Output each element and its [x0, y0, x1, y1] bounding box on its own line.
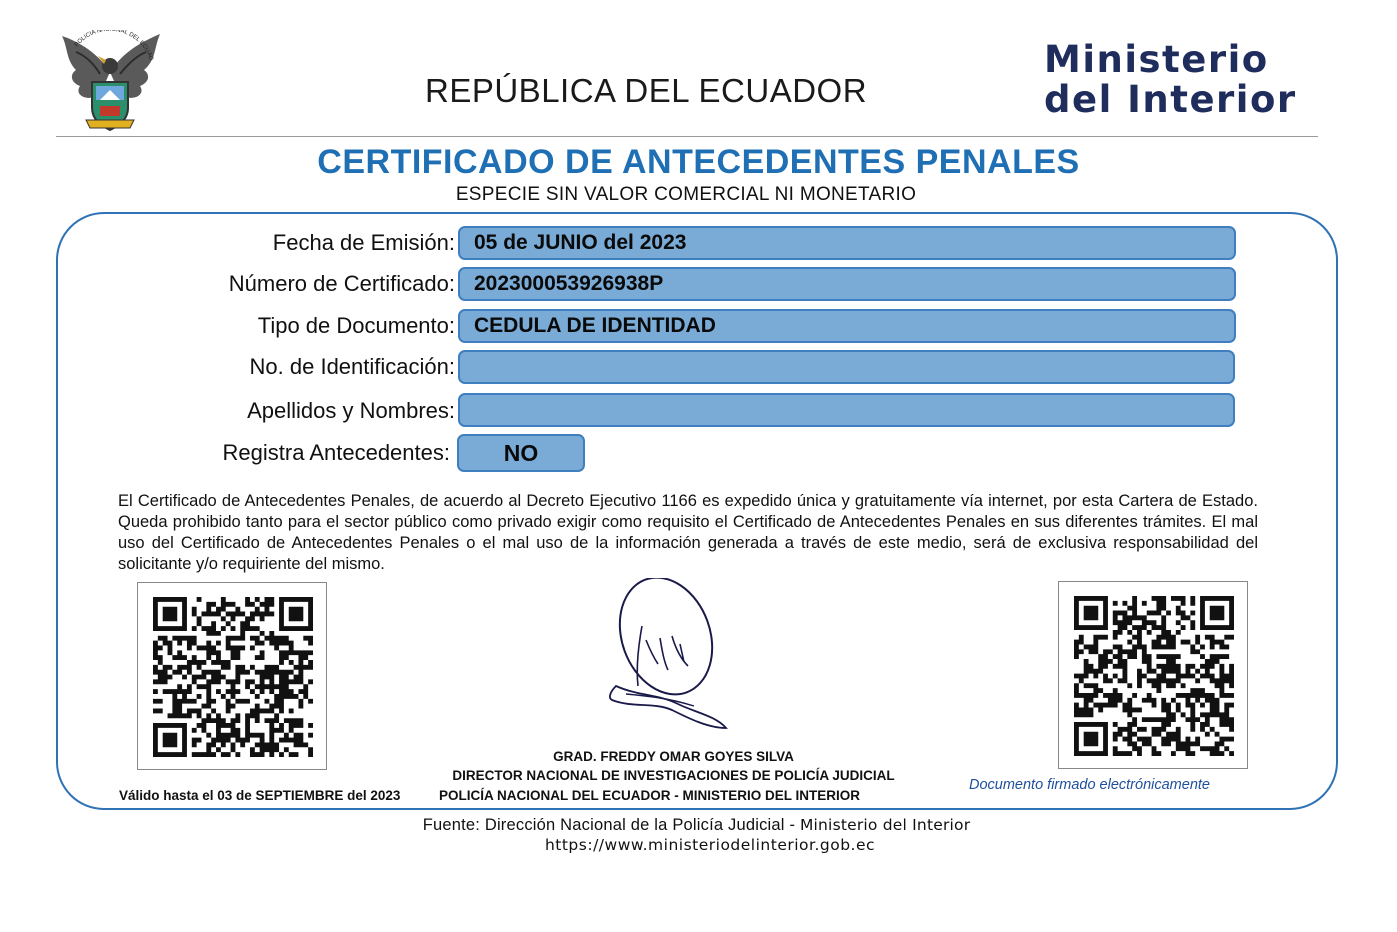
electronic-signature-note: Documento firmado electrónicamente — [969, 777, 1210, 793]
fecha-label: Fecha de Emisión: — [272, 230, 455, 255]
nombres-field — [458, 393, 1235, 427]
nombres-label: Apellidos y Nombres: — [247, 398, 455, 423]
header-divider — [56, 136, 1318, 137]
qr-code-icon — [152, 597, 314, 757]
tipo-field: CEDULA DE IDENTIDAD — [458, 309, 1236, 343]
emblem-text: POLICIA NA NAL DEL ECUAD — [73, 30, 155, 62]
signatory-organization: POLICÍA NACIONAL DEL ECUADOR - MINISTERIO DEL INTERIOR — [439, 788, 861, 803]
signatory-role: DIRECTOR NACIONAL DE INVESTIGACIONES DE POLICÍA JUDICIAL — [452, 768, 895, 783]
certificate-subtitle: ESPECIE SIN VALOR COMERCIAL NI MONETARIO — [455, 184, 917, 205]
ministry-line2: del Interior — [1044, 78, 1297, 121]
qr-code-icon — [1073, 596, 1235, 756]
qr-code-right — [1058, 581, 1248, 769]
signatory-name: GRAD. FREDDY OMAR GOYES SILVA — [553, 749, 794, 764]
source-line — [0, 816, 1393, 835]
republic-title: REPÚBLICA DEL ECUADOR — [425, 72, 868, 109]
ministry-url[interactable]: https://www.ministeriodelinterior.gob.ec — [544, 836, 876, 854]
ministry-line1: Ministerio — [1044, 38, 1269, 81]
certificate-title: CERTIFICADO DE ANTECEDENTES PENALES — [317, 143, 1080, 181]
identificacion-field — [458, 350, 1235, 384]
registra-label: Registra Antecedentes: — [222, 440, 450, 465]
validity-date: Válido hasta el 03 de SEPTIEMBRE del 2023 — [119, 788, 401, 803]
numero-field: 202300053926938P — [458, 267, 1236, 301]
handwritten-signature — [598, 578, 738, 738]
ministry-logo — [1044, 40, 1297, 120]
source-label: Fuente: Dirección Nacional de la Policía Judicial - — [422, 816, 796, 834]
source-ministry: Ministerio del Interior — [799, 816, 971, 834]
identificacion-label: No. de Identificación: — [249, 354, 455, 379]
tipo-label: Tipo de Documento: — [257, 313, 455, 338]
numero-label: Número de Certificado: — [228, 271, 455, 296]
fecha-field: 05 de JUNIO del 2023 — [458, 226, 1236, 260]
police-emblem-icon — [56, 30, 164, 134]
registra-field: NO — [457, 434, 585, 472]
qr-code-left — [137, 582, 327, 770]
legal-notice: El Certificado de Antecedentes Penales, de acuerdo al Decreto Ejecutivo 1166 es expedido única y gratuitamente vía internet, por esta Cartera de Estado. Queda prohibido tanto para el sector público como privado exigir como requisito el Certificado de Antecedentes Penales en sus diferentes trámites. El mal uso del Certificado de Antecedentes Penales o el mal uso de la información generada a través de este medio, será de exclusiva responsabilidad del solicitante y/o requiriente del mismo. — [118, 492, 1258, 573]
